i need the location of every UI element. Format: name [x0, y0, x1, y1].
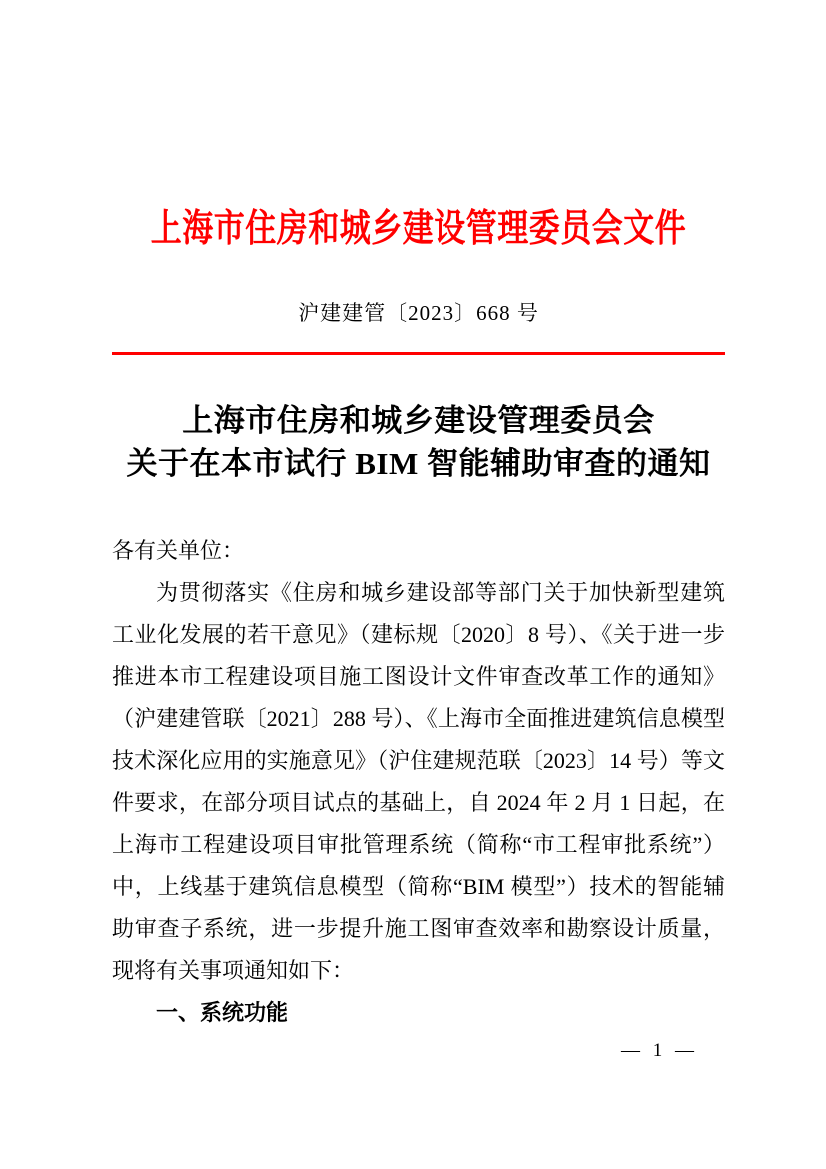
paragraph-line: 现将有关事项通知如下：: [112, 958, 355, 983]
section-heading-system-functions: 一、系统功能: [156, 1000, 289, 1025]
document-title: [112, 399, 725, 485]
paragraph-line: 为贯彻落实《住房和城乡建设部等部门关于加快新型建筑: [156, 580, 725, 605]
document-header-title: 上海市住房和城乡建设管理委员会文件: [150, 206, 687, 250]
page-number: — 1 —: [621, 1040, 698, 1061]
paragraph-line: 中，上线基于建筑信息模型（简称“BIM 模型”）技术的智能辅: [112, 874, 725, 899]
salutation: 各有关单位：: [112, 538, 245, 563]
body-paragraph: [112, 572, 725, 992]
paragraph-line: 推进本市工程建设项目施工图设计文件审查改革工作的通知》: [112, 664, 725, 689]
paragraph-line: 助审查子系统，进一步提升施工图审查效率和勘察设计质量，: [112, 916, 725, 941]
paragraph-line: 上海市工程建设项目审批管理系统（简称“市工程审批系统”）: [112, 832, 725, 857]
document-title-line2: 关于在本市试行 BIM 智能辅助审查的通知: [126, 446, 711, 481]
paragraph-line: （沪建建管联〔2021〕288 号）、《上海市全面推进建筑信息模型: [112, 706, 725, 731]
paragraph-line: 件要求，在部分项目试点的基础上，自 2024 年 2 月 1 日起，在: [112, 790, 725, 815]
document-body: [112, 530, 725, 1034]
document-content: [112, 0, 725, 1169]
red-divider-line: [112, 352, 725, 355]
paragraph-line: 工业化发展的若干意见》（建标规〔2020〕8 号）、《关于进一步: [112, 622, 725, 647]
document-title-line1: 上海市住房和城乡建设管理委员会: [182, 403, 655, 438]
document-number: 沪建建管〔2023〕668 号: [298, 301, 539, 325]
paragraph-line: 技术深化应用的实施意见》（沪住建规范联〔2023〕14 号）等文: [112, 748, 725, 773]
